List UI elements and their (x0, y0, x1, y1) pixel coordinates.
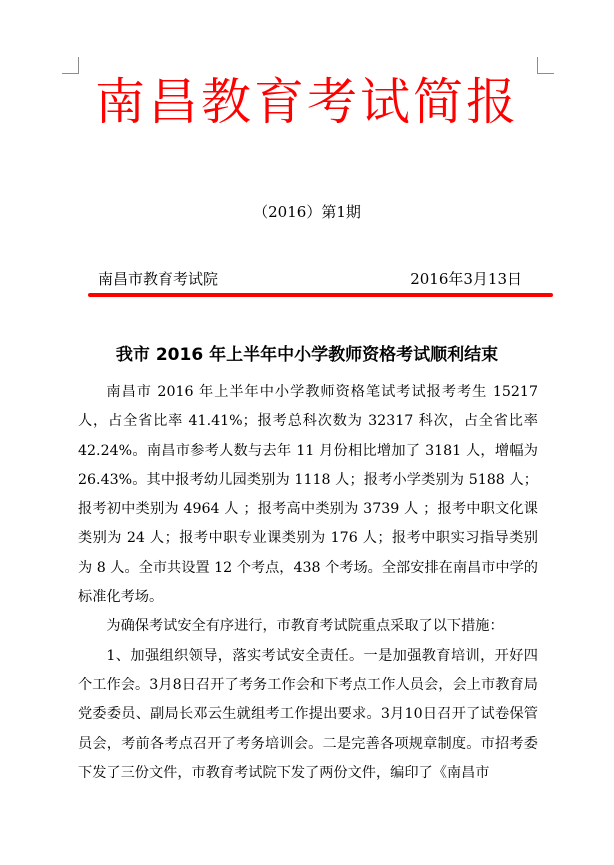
issue-number: （2016）第1期 (253, 203, 361, 221)
article-title: 我市 2016 年上半年中小学教师资格考试顺利结束 (115, 345, 499, 365)
article-body-viewport (78, 378, 538, 823)
article-paragraph: 1、加强组织领导，落实考试安全责任。一是加强教育培训，开好四个工作会。3月8日召开了考务工作会和下考点工作人员会，会上市教育局党委委员、副局长邓云生就组考工作提出要求。3月10日召开了试卷保管员会，考前各考点召开了考务培训会。二是完善各项规章制度。市招考委下发了三份文件，市教育考试院下发了两份文件，编印了《南昌市 (78, 647, 538, 781)
article-body (78, 378, 538, 788)
article-paragraph: 为确保考试安全有序进行，市教育考试院重点采取了以下措施： (106, 618, 504, 635)
publish-date: 2016年3月13日 (410, 270, 522, 288)
red-divider-line (88, 293, 553, 297)
masthead-title: 南昌教育考试简报 (95, 73, 519, 131)
article-paragraph: 南昌市 2016 年上半年中小学教师资格笔试考试报考考生 15217 人，占全省比率 41.41%；报考总科次数为 32317 科次，占全省比率 42.24%。南昌市参考人数与去年 11 月份相比增加了 3181 人，增幅为 26.43%。其中报考幼儿园类别为 1118 人；报考小学类别为 5188 人；报考初中类别为 4964 人 ；报考高中类别为 3739 人 ；报考中职文化课类别为 24 人；报考中职专业课类别为 176 人；报考中职实习指导类别为 8 人。全市共设置 12 个考点，438 个考场。全部安排在南昌市中学的标准化考场。 (78, 384, 538, 606)
publisher-name: 南昌市教育考试院 (98, 270, 219, 288)
